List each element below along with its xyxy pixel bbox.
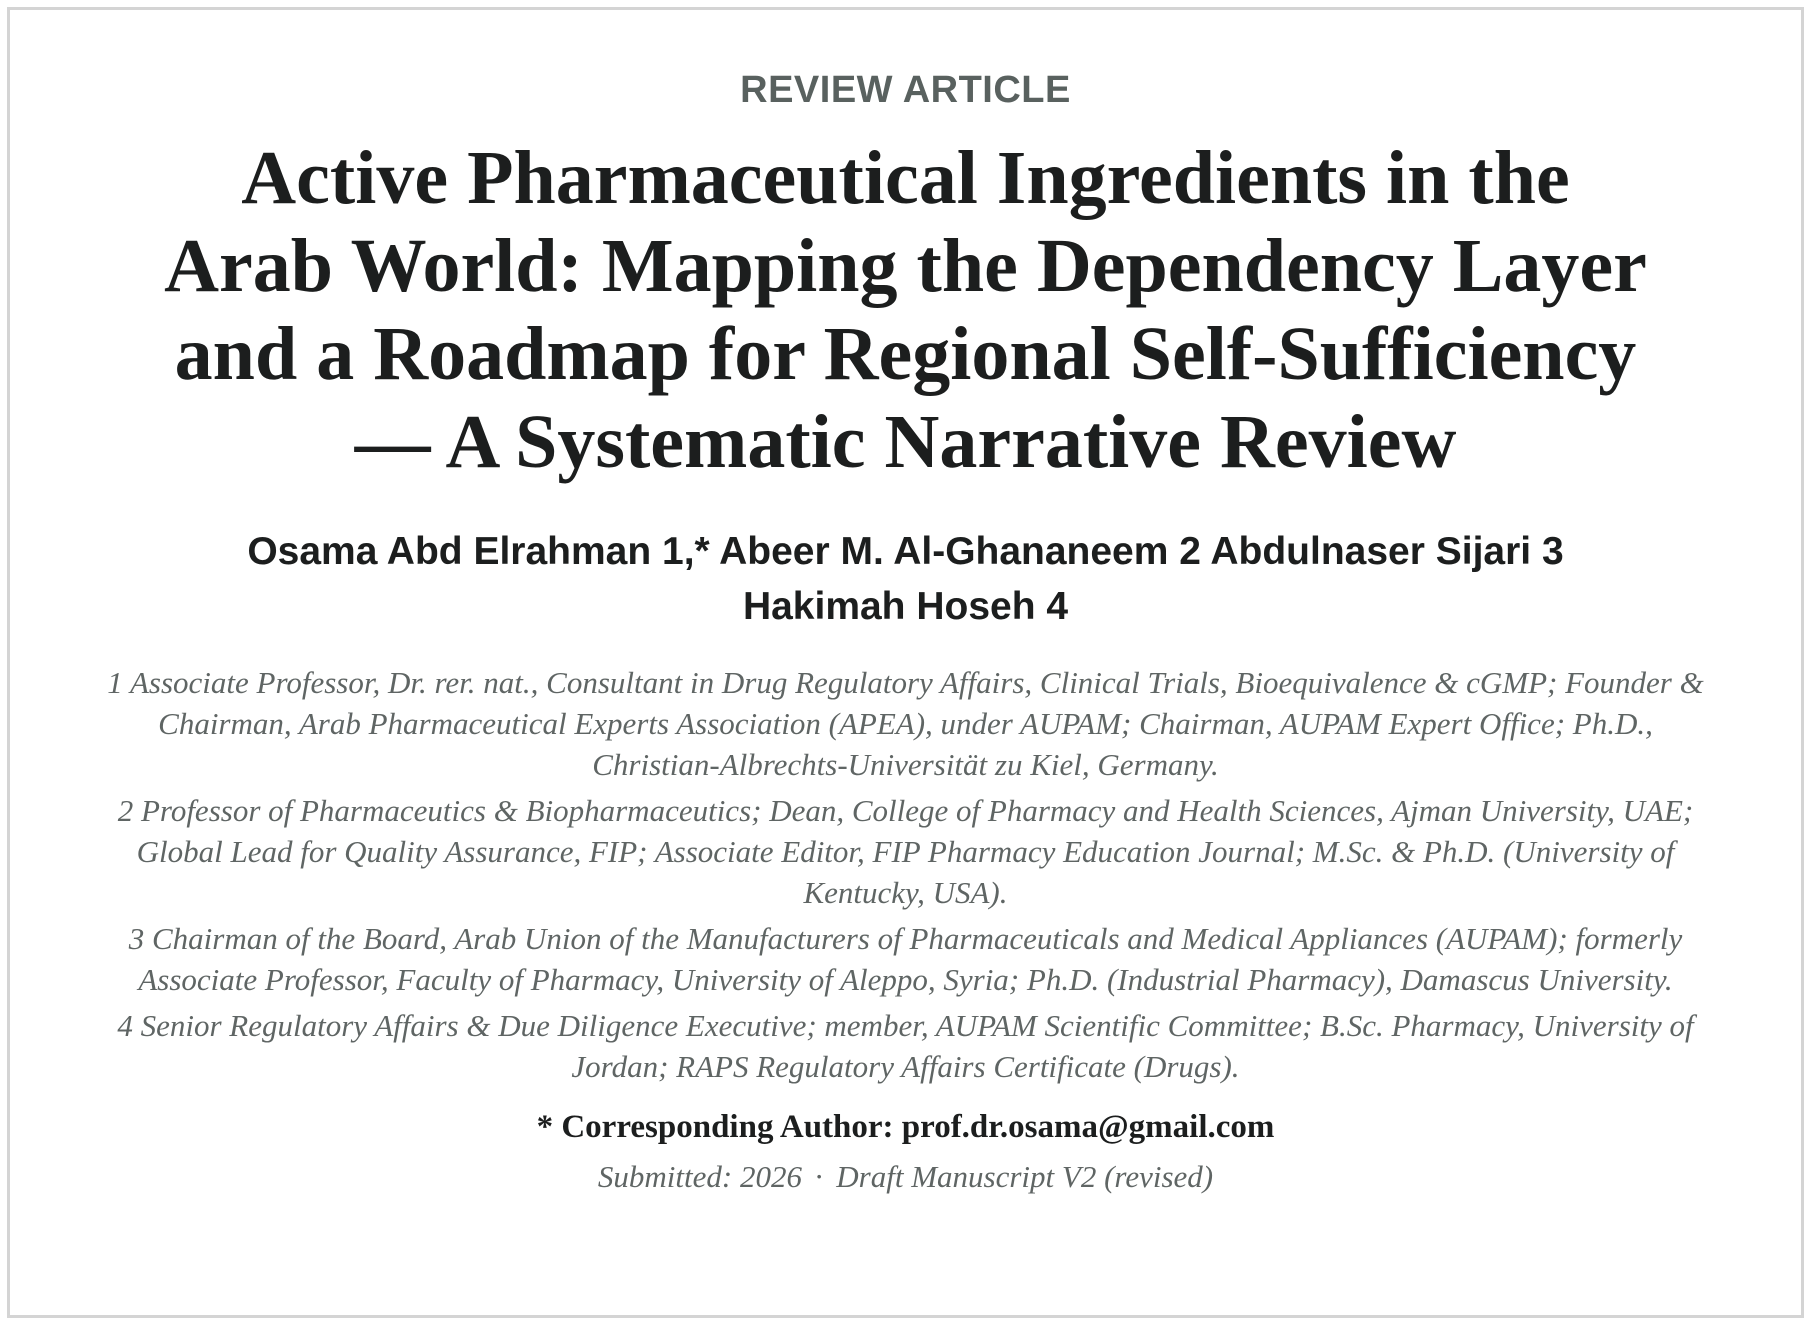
affiliation-2: 2 Professor of Pharmaceutics & Biopharmaceutics; Dean, College of Pharmacy and Health Sciences, Ajman University, UAE; Global Lead for Quality Assurance, FIP; Associate Editor, FIP Pharmacy Education Journal; M.Sc. & Ph.D. (University of Kentucky, USA). xyxy=(117,793,1694,910)
affiliation-4: 4 Senior Regulatory Affairs & Due Diligence Executive; member, AUPAM Scientific Committee; B.Sc. Pharmacy, University of Jordan; RAPS Regulatory Affairs Certificate (Drugs). xyxy=(117,1008,1694,1084)
submission-date: Submitted: 2026 xyxy=(597,1159,802,1194)
author-name: Hakimah Hoseh 4 xyxy=(742,585,1069,628)
corresponding-author: * Corresponding Author: prof.dr.osama@gmail.com xyxy=(536,1109,1275,1145)
separator-dot: · xyxy=(813,1159,825,1194)
submission-line xyxy=(100,1155,1711,1199)
affiliation-1: 1 Associate Professor, Dr. rer. nat., Consultant in Drug Regulatory Affairs, Clinical Trials, Bioequivalence & cGMP; Founder & Chairman, Arab Pharmaceutical Experts Association (APEA), under AUPAM; Chairman, AUPAM Expert Office; Ph.D., Christian-Albrechts-Universität zu Kiel, Germany. xyxy=(107,665,1704,782)
author-name: Abdulnaser Sijari 3 xyxy=(1210,530,1564,573)
article-type-label: REVIEW ARTICLE xyxy=(740,69,1071,111)
affiliation-3: 3 Chairman of the Board, Arab Union of the Manufacturers of Pharmaceuticals and Medical Appliances (AUPAM); formerly Associate Professor, Faculty of Pharmacy, University of Aleppo, Syria; Ph.D. (Industrial Pharmacy), Damascus University. xyxy=(128,921,1683,997)
author-name: Abeer M. Al-Ghananeem 2 xyxy=(719,530,1201,573)
title-block xyxy=(100,62,1711,1199)
author-list xyxy=(180,524,1631,634)
author-name: Osama Abd Elrahman 1,* xyxy=(247,530,710,573)
article-title: Active Pharmaceutical Ingredients in the Arab World: Mapping the Dependency Layer and a Roadmap for Regional Self-Sufficiency — A Systematic Narrative Review xyxy=(164,136,1647,484)
affiliation-list xyxy=(100,662,1711,1087)
page-frame xyxy=(7,7,1804,1318)
manuscript-status: Draft Manuscript V2 (revised) xyxy=(836,1159,1214,1194)
